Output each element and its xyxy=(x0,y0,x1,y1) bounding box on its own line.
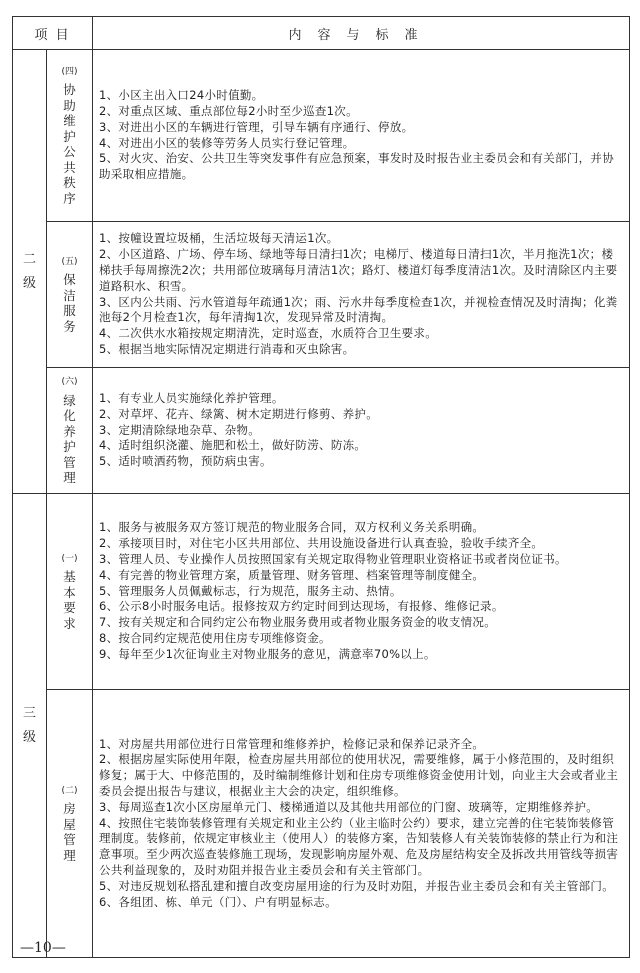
standard-line: 3、管理人员、专业操作人员按照国家有关规定取得物业管理职业资格证书或者岗位证书。 xyxy=(99,552,567,566)
category-char: 养 xyxy=(63,423,76,439)
standard-line: 2、根据房屋实际使用年限，检查房屋共用部位的使用状况，需要维修，属于小修范围的，及时组织修复；属于大、中修范围的，及时编制维修计划和住房专项维修资金使用计划，向业主大会或者业主委员会提出报告与建议，根据业主大会的决定，组织维修。 xyxy=(99,752,619,798)
page-number: —10— xyxy=(20,940,66,956)
standard-line: 5、适时喷洒药物，预防病虫害。 xyxy=(99,454,272,469)
level-three-cell xyxy=(13,494,47,958)
table-header-row xyxy=(13,17,630,50)
standard-line: 1、小区主出入口24小时值勤。 xyxy=(99,88,264,103)
standard-line: 3、定期清除绿地杂草、杂物。 xyxy=(99,422,261,437)
category-char: 房 xyxy=(63,801,76,817)
category-char: 公 xyxy=(63,144,76,160)
category-char: 绿 xyxy=(63,392,76,408)
content-cell xyxy=(93,222,630,368)
standard-line: 6、各组团、栋、单元（门）、户有明显标志。 xyxy=(99,894,337,909)
standard-line: 5、根据当地实际情况定期进行消毒和灭虫除害。 xyxy=(99,341,355,356)
table-row xyxy=(13,222,630,368)
category-char: 助 xyxy=(63,97,76,113)
category-char: 屋 xyxy=(63,816,76,832)
standard-line: 4、对进出小区的装修等劳务人员实行登记管理。 xyxy=(99,135,355,150)
content-cell xyxy=(93,690,630,958)
category-cell xyxy=(47,690,93,958)
category-char: 求 xyxy=(63,615,76,631)
category-char: 理 xyxy=(63,847,76,863)
level-char: 三 xyxy=(22,705,36,721)
standard-line: 1、对房屋共用部位进行日常管理和维修养护，检修记录和保养记录齐全。 xyxy=(99,736,485,751)
category-number: (六) xyxy=(61,377,78,388)
standard-line: 3、对进出小区的车辆进行管理，引导车辆有序通行、停放。 xyxy=(99,119,414,134)
category-char: 务 xyxy=(63,318,76,334)
category-char: 护 xyxy=(63,128,76,144)
category-cell xyxy=(47,50,93,222)
category-cell xyxy=(47,494,93,690)
category-char: 序 xyxy=(63,190,76,206)
standard-line: 3、区内公共雨、污水管道每年疏通1次；雨、污水井每季度检查1次，并视检查情况及时清掏；化粪池每2个月检查1次，每年清掏1次，发现异常及时清掏。 xyxy=(99,294,618,325)
category-char: 化 xyxy=(63,408,76,424)
category-char: 洁 xyxy=(63,287,76,303)
category-char: 护 xyxy=(63,439,76,455)
standard-line: 6、公示8小时服务电话。报修按双方约定时间到达现场，有报修、维修记录。 xyxy=(99,599,504,614)
content-cell xyxy=(93,494,630,690)
category-char: 共 xyxy=(63,159,76,175)
standard-line: 1、服务与被服务双方签订规范的物业服务合同，双方权利义务关系明确。 xyxy=(99,520,485,535)
standard-line: 9、每年至少1次征询业主对物业服务的意见，满意率70%以上。 xyxy=(99,646,436,661)
category-char: 维 xyxy=(63,113,76,129)
category-char: 理 xyxy=(63,470,76,486)
category-char: 管 xyxy=(63,454,76,470)
category-number: (一) xyxy=(61,553,78,564)
category-char: 基 xyxy=(63,569,76,585)
category-char: 本 xyxy=(63,584,76,600)
category-char: 服 xyxy=(63,303,76,319)
category-cell xyxy=(47,222,93,368)
category-char: 要 xyxy=(63,600,76,616)
category-char: 管 xyxy=(63,832,76,848)
table-row xyxy=(13,494,630,690)
header-content: 内容与标准 xyxy=(93,17,630,50)
standard-line: 4、有完善的物业管理方案，质量管理、财务管理、档案管理等制度健全。 xyxy=(99,567,485,582)
standard-line: 2、对草坪、花卉、绿篱、树木定期进行修剪、养护。 xyxy=(99,406,379,421)
standard-line: 4、按照住宅装饰装修管理有关规定和业主公约（业主临时公约）要求，建立完善的住宅装饰装修管理制度。装修前，依规定审核业主（使用人）的装修方案，告知装修人有关装饰装修的禁止行为和注意事项。至少两次巡查装修施工现场，发现影响房屋外观、危及房屋结构安全及拆改共用管线等损害公共利益现象的，及时劝阻并报告业主委员会和有关主管部门。 xyxy=(99,815,619,877)
standard-line: 2、承接项目时，对住宅小区共用部位、共用设施设备进行认真查验，验收手续齐全。 xyxy=(99,536,544,551)
level-char: 级 xyxy=(22,275,36,291)
level-char: 二 xyxy=(22,251,36,267)
table-row xyxy=(13,690,630,958)
standard-line: 5、对违反规划私搭乱建和擅自改变房屋用途的行为及时劝阻，并报告业主委员会和有关主管部门。 xyxy=(99,878,615,893)
standard-line: 4、适时组织浇灌、施肥和松土，做好防涝、防冻。 xyxy=(99,438,367,453)
table-row xyxy=(13,368,630,494)
standard-line: 5、对火灾、治安、公共卫生等突发事件有应急预案，事发时及时报告业主委员会和有关部门，并协助采取相应措施。 xyxy=(99,151,615,182)
category-char: 秩 xyxy=(63,175,76,191)
table-row xyxy=(13,50,630,222)
level-two-cell xyxy=(13,50,47,494)
standard-line: 5、管理服务人员佩戴标志，行为规范，服务主动、热情。 xyxy=(99,583,402,598)
standard-line: 1、有专业人员实施绿化养护管理。 xyxy=(99,391,284,405)
standards-table xyxy=(12,16,630,958)
category-char: 协 xyxy=(63,82,76,98)
category-char: 保 xyxy=(63,272,76,288)
standard-line: 4、二次供水水箱按规定期清洗，定时巡查，水质符合卫生要求。 xyxy=(99,326,438,341)
standard-line: 2、小区道路、广场、停车场、绿地等每日清扫1次；电梯厅、楼道每日清扫1次，半月拖洗1次；楼梯扶手每周擦洗2次；共用部位玻璃每月清洁1次；路灯、楼道灯每季度清洁1次。及时清除区内主要道路积水、积雪。 xyxy=(99,247,618,293)
content-cell xyxy=(93,50,630,222)
content-cell xyxy=(93,368,630,494)
standard-line: 1、按幢设置垃圾桶，生活垃圾每天清运1次。 xyxy=(99,231,339,246)
standard-line: 3、每周巡查1次小区房屋单元门、楼梯通道以及其他共用部位的门窗、玻璃等，定期维修养护。 xyxy=(99,799,599,814)
level-char: 级 xyxy=(22,729,36,745)
standard-line: 2、对重点区域、重点部位每2小时至少巡查1次。 xyxy=(99,103,358,118)
category-number: (四) xyxy=(61,66,78,77)
category-number: (二) xyxy=(61,785,78,796)
category-cell xyxy=(47,368,93,494)
standard-line: 8、按合同约定规范使用住房专项维修资金。 xyxy=(99,630,331,645)
category-number: (五) xyxy=(61,256,78,267)
header-item: 项 目 xyxy=(13,17,93,50)
standard-line: 7、按有关规定和合同约定公布物业服务费用或者物业服务资金的收支情况。 xyxy=(99,615,497,630)
